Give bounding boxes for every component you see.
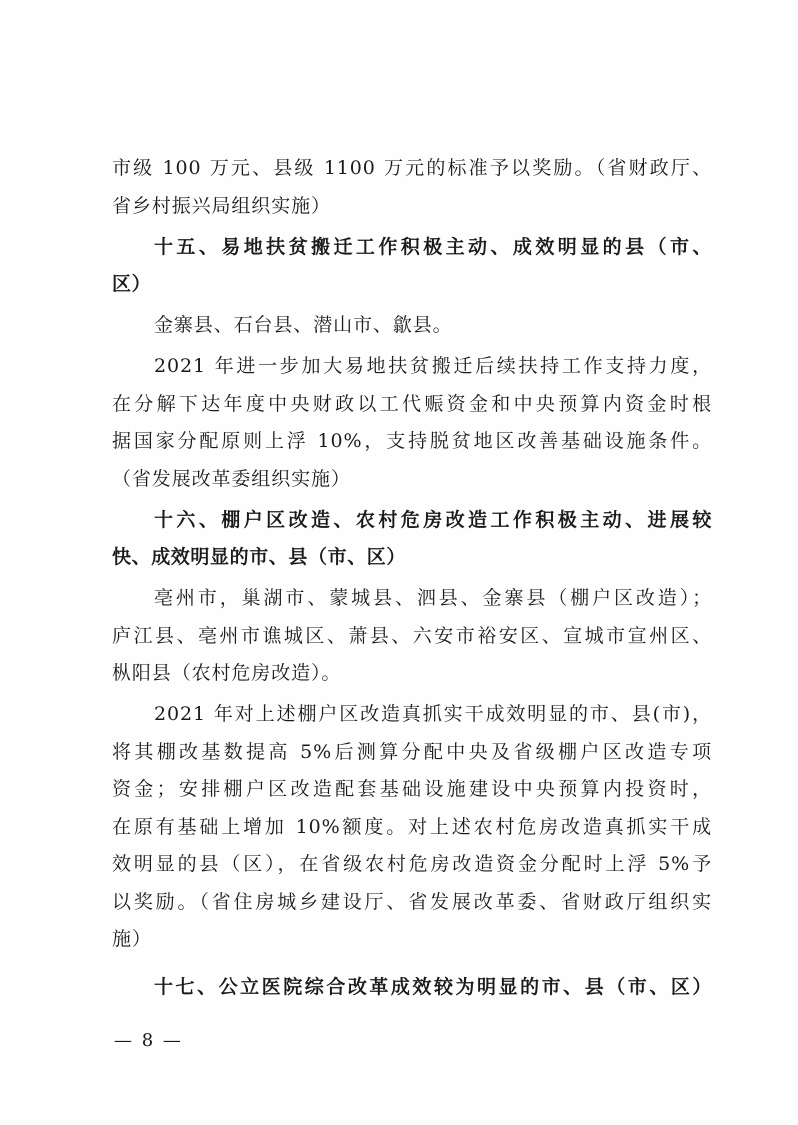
- paragraph-line: 在分解下达年度中央财政以工代赈资金和中央预算内资金时根: [112, 392, 712, 415]
- paragraph-line: 将其棚改基数提高 5%后测算分配中央及省级棚户区改造专项: [112, 740, 712, 763]
- section-heading-16-cont: 快、成效明显的市、县（市、区）: [112, 546, 407, 568]
- paragraph-line: 在原有基础上增加 10%额度。对上述农村危房改造真抓实干成: [112, 815, 712, 838]
- county-list-16: 亳州市，巢湖市、蒙城县、泗县、金寨县（棚户区改造）；: [154, 587, 712, 609]
- page-number: — 8 —: [114, 1030, 183, 1051]
- section-heading-15: 十五、易地扶贫搬迁工作积极主动、成效明显的县（市、: [154, 235, 712, 258]
- section-heading-17: 十七、公立医院综合改革成效较为明显的市、县（市、区）: [154, 975, 712, 998]
- county-list-15: 金寨县、石台县、潜山市、歙县。: [154, 314, 453, 336]
- paragraph-line: （省发展改革委组织实施）: [112, 467, 351, 490]
- county-list-16: 枞阳县（农村危房改造）。: [112, 662, 342, 684]
- paragraph-line: 施）: [112, 928, 152, 950]
- paragraph-line: 2021 年对上述棚户区改造真抓实干成效明显的市、县(市)，: [154, 703, 712, 725]
- paragraph-line: 据国家分配原则上浮 10%，支持脱贫地区改善基础设施条件。: [112, 430, 712, 452]
- paragraph-line: 市级 100 万元、县级 1100 万元的标准予以奖励。（省财政厅、: [112, 157, 712, 179]
- paragraph-line: 以奖励。（省住房城乡建设厅、省发展改革委、省财政厅组织实: [112, 890, 712, 913]
- section-heading-15-cont: 区）: [112, 273, 152, 295]
- paragraph-line: 资金；安排棚户区改造配套基础设施建设中央预算内投资时，: [112, 778, 712, 800]
- section-heading-16: 十六、棚户区改造、农村危房改造工作积极主动、进展较: [154, 508, 712, 531]
- paragraph-line: 2021 年进一步加大易地扶贫搬迁后续扶持工作支持力度，: [154, 355, 712, 377]
- paragraph-line: 效明显的县（区），在省级农村危房改造资金分配时上浮 5%予: [112, 853, 712, 875]
- document-body: [112, 150, 712, 1006]
- paragraph-line: 省乡村振兴局组织实施）: [112, 194, 331, 217]
- county-list-16: 庐江县、亳州市谯城区、萧县、六安市裕安区、宣城市宣州区、: [112, 624, 712, 647]
